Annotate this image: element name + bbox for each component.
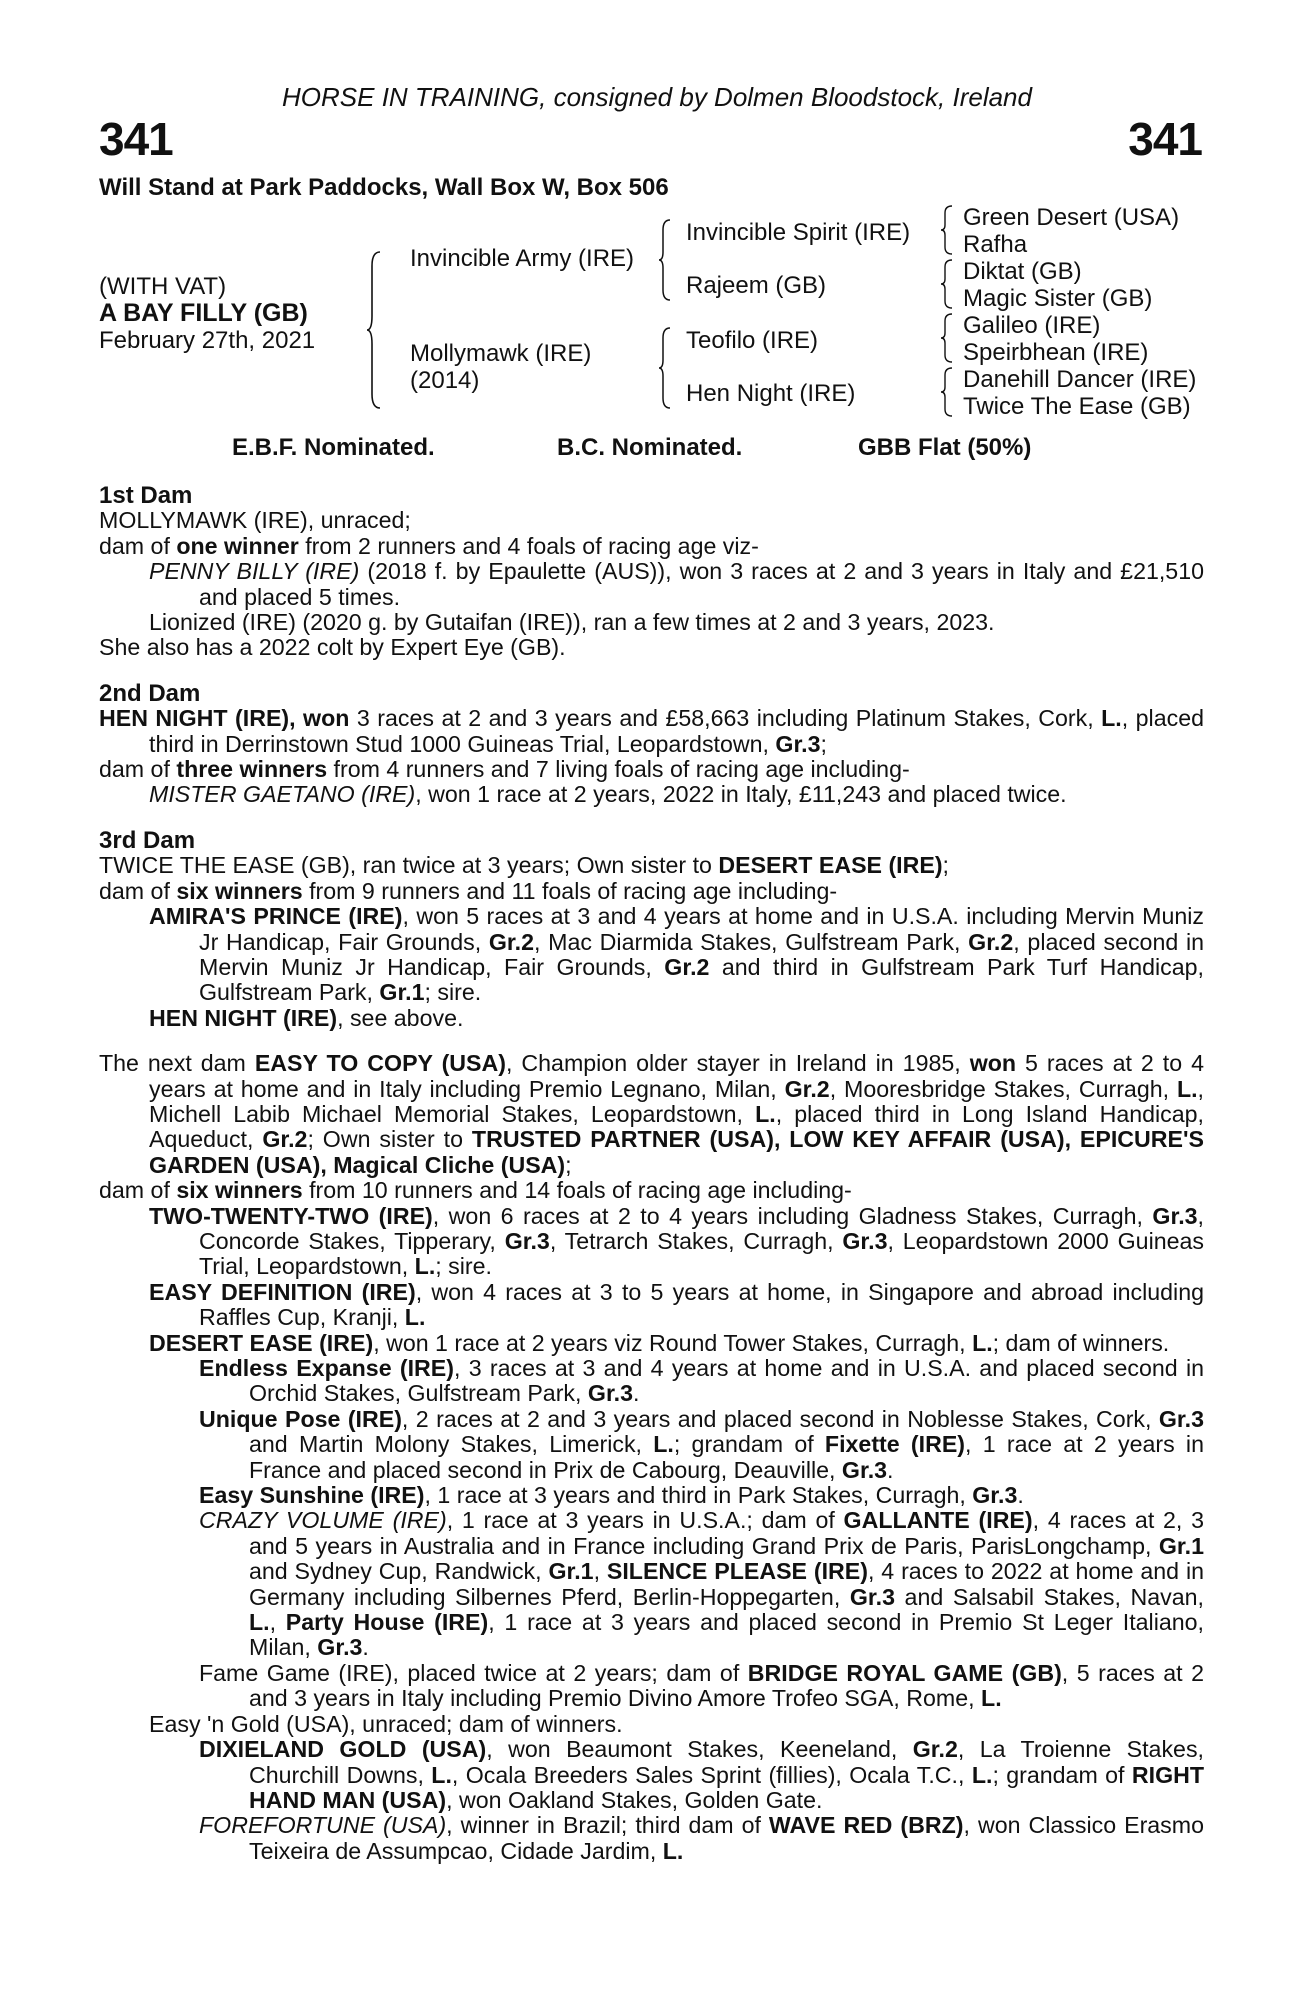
- dam-dam: Hen Night (IRE): [686, 380, 856, 407]
- vat-label: (WITH VAT): [99, 273, 227, 300]
- next-dam-foal-easy-definition: EASY DEFINITION (IRE), won 4 races at 3 to 5 years at home, in Singapore and abroad including Raffles Cup, Kranji, L.: [149, 1278, 1204, 1331]
- horse-name: A BAY FILLY (GB): [99, 299, 308, 327]
- grandfoal-crazy-volume: CRAZY VOLUME (IRE), 1 race at 3 years in U.S.A.; dam of GALLANTE (IRE), 4 races at 2, 3 and 5 years in Australia and in France including Grand Prix de Paris, ParisLongchamp, Gr.1 and Sydney Cup, Randwick, Gr.1, SILENCE PLEASE (IRE), 4 races to 2022 at home and in Germany including Silbernes Pferd, Berlin-Hoppegarten, Gr.3 and Salsabil Stakes, Navan, L., Party House (IRE), 1 race at 3 years and placed second in Premio St Leger Italiano, Milan, Gr.3.: [199, 1507, 1204, 1661]
- consignment-header: HORSE IN TRAINING, consigned by Dolmen Bloodstock, Ireland: [282, 82, 1032, 112]
- grandfoal-easy-sunshine: Easy Sunshine (IRE), 1 race at 3 years and third in Park Stakes, Curragh, Gr.3.: [199, 1482, 1024, 1509]
- gg-6: Speirbhean (IRE): [963, 339, 1149, 366]
- gbb-nomination: GBB Flat (50%): [858, 434, 1032, 461]
- grandfoal-fame-game: Fame Game (IRE), placed twice at 2 years; dam of BRIDGE ROYAL GAME (GB), 5 races at 2 and 3 years in Italy including Premio Divino Amore Trofeo SGA, Rome, L.: [199, 1659, 1205, 1712]
- dam-brace: [658, 326, 672, 410]
- next-dam-foal-two-twenty-two: TWO-TWENTY-TWO (IRE), won 6 races at 2 to 4 years including Gladness Stakes, Curragh, Gr.3, Concorde Stakes, Tipperary, Gr.3, Tetrarch Stakes, Curragh, Gr.3, Leopardstown 2000 Guineas Trial, Leopardstown, L.; sire.: [149, 1202, 1205, 1280]
- first-dam-colt: She also has a 2022 colt by Expert Eye (GB).: [99, 634, 566, 661]
- grandfoal-forefortune: FOREFORTUNE (USA), winner in Brazil; third dam of WAVE RED (BRZ), won Classico Erasmo Teixeira de Assumpcao, Cidade Jardim, L.: [199, 1812, 1204, 1864]
- dam-year: (2014): [410, 367, 480, 394]
- first-dam-foal-penny-billy: PENNY BILLY (IRE) (2018 f. by Epaulette (AUS)), won 3 races at 2 and 3 years in Italy and £21,510 and placed 5 times.: [149, 558, 1204, 610]
- lot-number-left: 341: [99, 113, 173, 165]
- lot-number-right: 341: [1128, 113, 1202, 165]
- third-dam-title: 3rd Dam: [99, 826, 196, 854]
- first-dam-intro: MOLLYMAWK (IRE), unraced;: [99, 507, 411, 534]
- gg-4: Magic Sister (GB): [963, 285, 1153, 312]
- grandfoal-endless-expanse: Endless Expanse (IRE), 3 races at 3 and 4 years at home and in U.S.A. and placed second in Orchid Stakes, Gulfstream Park, Gr.3.: [199, 1355, 1204, 1407]
- gg-brace-1: [940, 204, 954, 256]
- third-dam-foal-amiras-prince: AMIRA'S PRINCE (IRE), won 5 races at 3 and 4 years at home and in U.S.A. including Mervin Muniz Jr Handicap, Fair Grounds, Gr.2, Mac Diarmida Stakes, Gulfstream Park, Gr.2, placed second in Mervin Muniz Jr Handicap, Fair Grounds, Gr.2 and third in Gulfstream Park Turf Handicap, Gulfstream Park, Gr.1; sire.: [149, 903, 1205, 1006]
- second-dam-record: HEN NIGHT (IRE), won 3 races at 2 and 3 years and £58,663 including Platinum Stakes, Cork, L., placed third in Derrinstown Stud 1000 Guineas Trial, Leopardstown, Gr.3;: [99, 705, 1204, 757]
- first-dam-produce: dam of one winner from 2 runners and 4 foals of racing age viz-: [99, 532, 759, 559]
- gg-brace-2: [940, 258, 954, 310]
- gg-3: Diktat (GB): [963, 258, 1082, 285]
- next-dam-produce: dam of six winners from 10 runners and 14 foals of racing age including-: [99, 1177, 852, 1204]
- main-brace: [366, 250, 382, 410]
- sire-dam: Rajeem (GB): [686, 272, 827, 299]
- gg-1: Green Desert (USA): [963, 204, 1180, 231]
- gg-brace-4: [940, 366, 954, 418]
- dam-sire: Teofilo (IRE): [686, 327, 819, 354]
- gg-5: Galileo (IRE): [963, 312, 1101, 339]
- next-dam-foal-easy-n-gold: Easy 'n Gold (USA), unraced; dam of winners.: [149, 1710, 623, 1737]
- grandfoal-unique-pose: Unique Pose (IRE), 2 races at 2 and 3 years and placed second in Noblesse Stakes, Cork, Gr.3 and Martin Molony Stakes, Limerick, L.; grandam of Fixette (IRE), 1 race at 2 years in France and placed second in Prix de Cabourg, Deauville, Gr.3.: [199, 1405, 1204, 1483]
- sire-brace: [658, 218, 672, 302]
- third-dam-record: TWICE THE EASE (GB), ran twice at 3 years; Own sister to DESERT EASE (IRE);: [99, 852, 949, 879]
- third-dam-foal-hen-night: HEN NIGHT (IRE), see above.: [149, 1004, 464, 1031]
- gg-brace-3: [940, 312, 954, 364]
- stand-location: Will Stand at Park Paddocks, Wall Box W, Box 506: [99, 174, 669, 201]
- catalogue-text: [99, 483, 1204, 1864]
- ebf-nomination: E.B.F. Nominated.: [232, 434, 435, 461]
- gg-2: Rafha: [963, 231, 1028, 258]
- first-dam-foal-lionized: Lionized (IRE) (2020 g. by Gutaifan (IRE)), ran a few times at 2 and 3 years, 2023.: [149, 609, 995, 636]
- gg-7: Danehill Dancer (IRE): [963, 366, 1197, 393]
- sire: Invincible Army (IRE): [410, 245, 635, 272]
- sire-sire: Invincible Spirit (IRE): [686, 219, 911, 246]
- grandfoal-dixieland-gold: DIXIELAND GOLD (USA), won Beaumont Stakes, Keeneland, Gr.2, La Troienne Stakes, Churchill Downs, L., Ocala Breeders Sales Sprint (fillies), Ocala T.C., L.; grandam of RIGHT HAND MAN (USA), won Oakland Stakes, Golden Gate.: [199, 1736, 1205, 1813]
- dam: Mollymawk (IRE): [410, 340, 592, 367]
- foaling-date: February 27th, 2021: [99, 327, 316, 354]
- second-dam-foal-mister-gaetano: MISTER GAETANO (IRE), won 1 race at 2 years, 2022 in Italy, £11,243 and placed twice.: [149, 781, 1067, 808]
- second-dam-produce: dam of three winners from 4 runners and 7 living foals of racing age including-: [99, 756, 910, 783]
- next-dam-record: The next dam EASY TO COPY (USA), Champion older stayer in Ireland in 1985, won 5 races at 2 to 4 years at home and in Italy including Premio Legnano, Milan, Gr.2, Mooresbridge Stakes, Curragh, L., Michell Labib Michael Memorial Stakes, Leopardstown, L., placed third in Long Island Handicap, Aqueduct, Gr.2; Own sister to TRUSTED PARTNER (USA), LOW KEY AFFAIR (USA), EPICURE'S GARDEN (USA), Magical Cliche (USA);: [99, 1050, 1205, 1178]
- gg-8: Twice The Ease (GB): [963, 393, 1191, 420]
- third-dam-produce: dam of six winners from 9 runners and 11 foals of racing age including-: [99, 877, 838, 904]
- first-dam-title: 1st Dam: [99, 482, 193, 509]
- bc-nomination: B.C. Nominated.: [557, 434, 743, 461]
- next-dam-foal-desert-ease: DESERT EASE (IRE), won 1 race at 2 years viz Round Tower Stakes, Curragh, L.; dam of winners.: [149, 1329, 1170, 1356]
- second-dam-title: 2nd Dam: [99, 679, 201, 707]
